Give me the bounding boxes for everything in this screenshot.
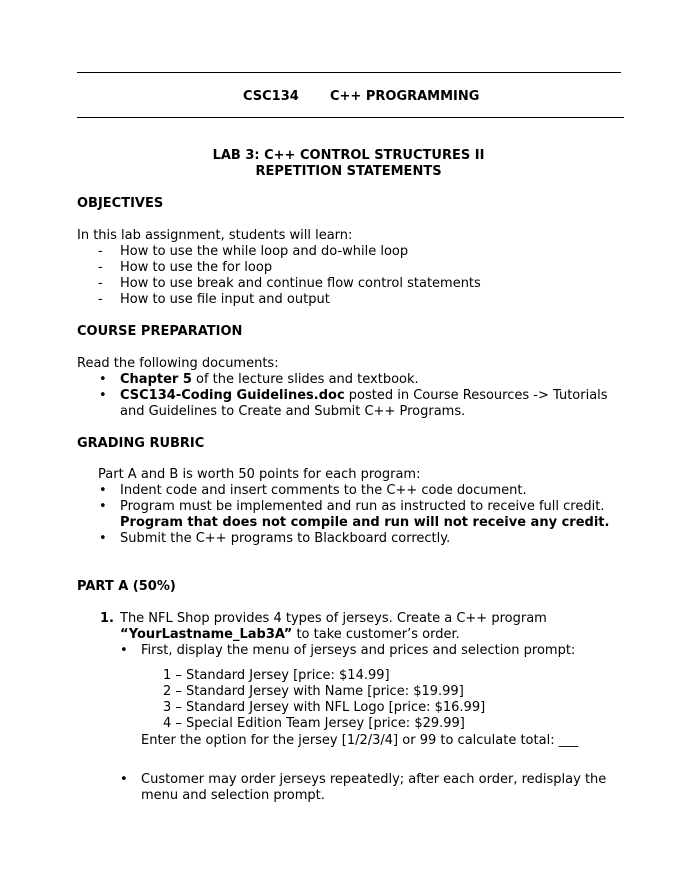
preparation-item-bold: CSC134-Coding Guidelines.doc xyxy=(120,388,345,403)
bullet-marker: • xyxy=(99,372,107,387)
bullet-marker: • xyxy=(99,499,107,514)
rubric-item: Submit the C++ programs to Blackboard correctly. xyxy=(120,531,451,546)
preparation-item-bold: Chapter 5 xyxy=(120,372,192,387)
objective-item: How to use break and continue flow control statements xyxy=(120,276,481,291)
header-bottom-rule xyxy=(77,117,624,118)
rubric-item: Program must be implemented and run as instructed to receive full credit. xyxy=(120,499,605,514)
lab-title: LAB 3: C++ CONTROL STRUCTURES II xyxy=(212,148,485,163)
program-name: “YourLastname_Lab3A” xyxy=(120,627,293,642)
question-text-rest: to take customer’s order. xyxy=(292,627,460,642)
rubric-intro: Part A and B is worth 50 points for each program: xyxy=(98,467,421,482)
question-text-continued xyxy=(120,627,460,643)
bullet-marker: • xyxy=(120,772,128,787)
menu-option: 4 – Special Edition Team Jersey [price: $29.99] xyxy=(163,716,465,731)
preparation-item-text: of the lecture slides and textbook. xyxy=(191,372,419,387)
preparation-item-continued: and Guidelines to Create and Submit C++ Programs. xyxy=(120,404,466,419)
menu-option: 2 – Standard Jersey with Name [price: $19.99] xyxy=(163,684,464,699)
instruction-item-continued: menu and selection prompt. xyxy=(141,788,325,803)
bullet-marker: • xyxy=(120,643,128,658)
rubric-item-warning: Program that does not compile and run will not receive any credit. xyxy=(120,515,610,530)
lab-subtitle: REPETITION STATEMENTS xyxy=(255,164,442,179)
preparation-item-text: posted in Course Resources -> Tutorials xyxy=(344,388,608,403)
list-marker: - xyxy=(98,244,103,259)
menu-option: 3 – Standard Jersey with NFL Logo [price: $16.99] xyxy=(163,700,486,715)
part-a-heading: PART A (50%) xyxy=(77,579,176,594)
list-marker: - xyxy=(98,260,103,275)
objectives-intro: In this lab assignment, students will learn: xyxy=(77,228,353,243)
bullet-marker: • xyxy=(99,388,107,403)
objective-item: How to use file input and output xyxy=(120,292,330,307)
preparation-item xyxy=(120,372,419,388)
preparation-heading: COURSE PREPARATION xyxy=(77,324,243,339)
selection-prompt: Enter the option for the jersey [1/2/3/4] or 99 to calculate total: ___ xyxy=(141,733,579,748)
objectives-heading: OBJECTIVES xyxy=(77,196,164,211)
objective-item: How to use the while loop and do-while loop xyxy=(120,244,409,259)
menu-option: 1 – Standard Jersey [price: $14.99] xyxy=(163,668,390,683)
bullet-marker: • xyxy=(99,483,107,498)
bullet-marker: • xyxy=(99,531,107,546)
course-name: C++ PROGRAMMING xyxy=(330,89,480,104)
course-code: CSC134 xyxy=(243,89,299,104)
instruction-item: Customer may order jerseys repeatedly; after each order, redisplay the xyxy=(141,772,607,787)
list-marker: - xyxy=(98,292,103,307)
objective-item: How to use the for loop xyxy=(120,260,273,275)
instruction-item: First, display the menu of jerseys and prices and selection prompt: xyxy=(141,643,576,658)
question-text: The NFL Shop provides 4 types of jerseys. Create a C++ program xyxy=(120,611,547,626)
preparation-item xyxy=(120,388,608,404)
list-marker: - xyxy=(98,276,103,291)
rubric-item: Indent code and insert comments to the C++ code document. xyxy=(120,483,527,498)
rubric-heading: GRADING RUBRIC xyxy=(77,436,205,451)
question-number: 1. xyxy=(100,611,114,626)
preparation-intro: Read the following documents: xyxy=(77,356,279,371)
header-top-rule xyxy=(77,72,621,73)
